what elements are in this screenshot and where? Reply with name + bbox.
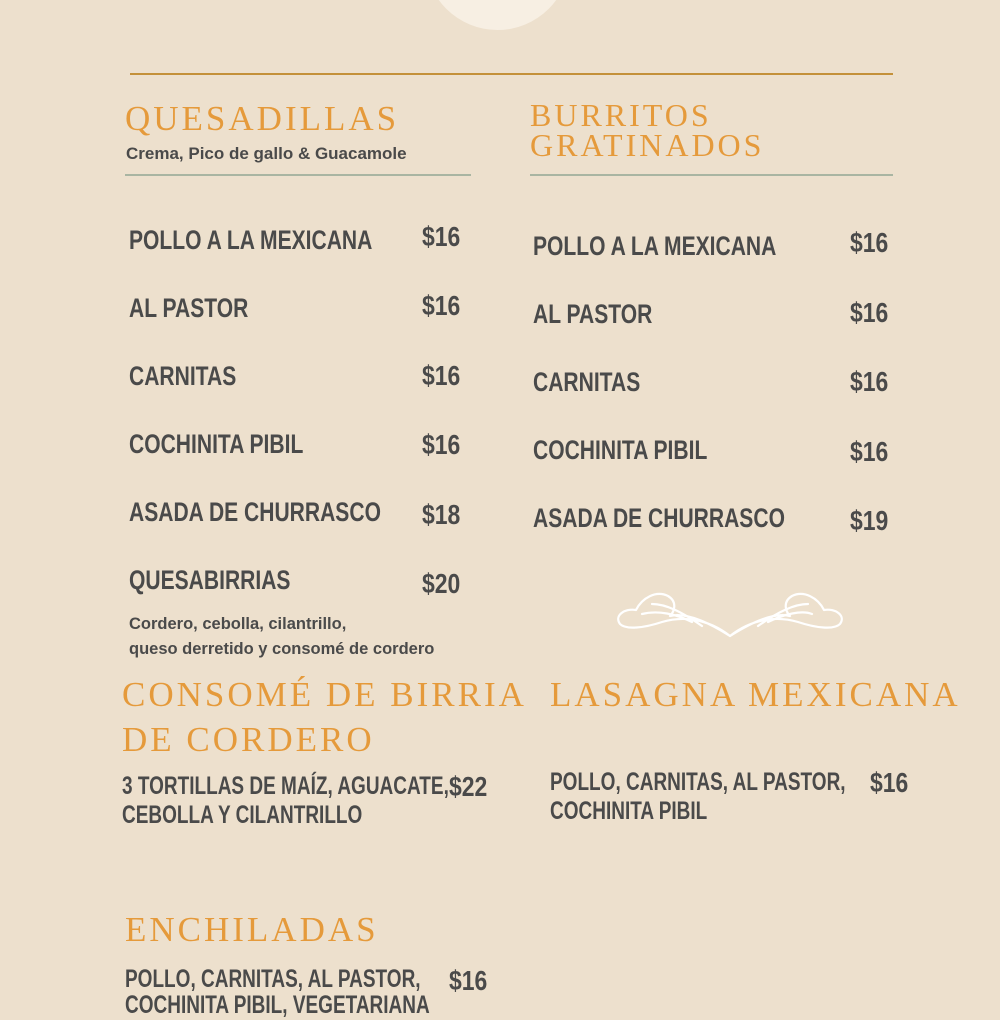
wings-ornament-icon: [612, 588, 848, 650]
item-name: POLLO A LA MEXICANA: [533, 231, 777, 261]
item-price: $16: [850, 366, 889, 397]
item-price: $16: [850, 227, 889, 258]
burritos-title-line: GRATINADOS: [530, 127, 765, 163]
logo-badge: [425, 0, 570, 30]
item-name: CARNITAS: [533, 367, 641, 397]
lasagna-title: LASAGNA MEXICANA: [550, 675, 961, 714]
item-name: POLLO A LA MEXICANA: [129, 225, 373, 255]
lasagna-price: $16: [870, 767, 909, 798]
item-name: ASADA DE CHURRASCO: [533, 503, 785, 533]
item-name: QUESABIRRIAS: [129, 565, 291, 595]
consome-title-line: CONSOMÉ DE BIRRIA: [122, 675, 527, 714]
enchiladas-price: $16: [449, 965, 488, 996]
item-price: $18: [422, 499, 461, 530]
item-name: ASADA DE CHURRASCO: [129, 497, 381, 527]
quesadillas-divider: [125, 174, 471, 176]
enchiladas-description-line: POLLO, CARNITAS, AL PASTOR,: [125, 965, 421, 993]
item-price: $16: [422, 290, 461, 321]
top-divider: [130, 73, 893, 75]
item-price: $16: [850, 436, 889, 467]
quesadillas-title: QUESADILLAS: [125, 99, 400, 138]
item-price: $16: [422, 429, 461, 460]
quesabirrias-description-line: queso derretido y consomé de cordero: [129, 640, 435, 658]
item-price: $16: [422, 221, 461, 252]
item-price: $16: [422, 360, 461, 391]
item-name: COCHINITA PIBIL: [533, 435, 708, 465]
item-price: $16: [850, 297, 889, 328]
item-name: COCHINITA PIBIL: [129, 429, 304, 459]
item-price: $20: [422, 568, 461, 599]
burritos-title-line: BURRITOS: [530, 97, 712, 133]
item-name: AL PASTOR: [129, 293, 249, 323]
consome-price: $22: [449, 771, 488, 802]
item-name: AL PASTOR: [533, 299, 653, 329]
enchiladas-description-line: COCHINITA PIBIL, VEGETARIANA: [125, 991, 430, 1019]
enchiladas-title: ENCHILADAS: [125, 910, 379, 949]
quesadillas-subtitle: Crema, Pico de gallo & Guacamole: [126, 144, 407, 163]
consome-description-line: CEBOLLA Y CILANTRILLO: [122, 801, 363, 829]
item-name: CARNITAS: [129, 361, 237, 391]
lasagna-description-line: COCHINITA PIBIL: [550, 797, 708, 825]
burritos-divider: [530, 174, 893, 176]
item-price: $19: [850, 505, 889, 536]
consome-description-line: 3 TORTILLAS DE MAÍZ, AGUACATE,: [122, 772, 449, 800]
consome-title-line: DE CORDERO: [122, 720, 375, 759]
quesabirrias-description-line: Cordero, cebolla, cilantrillo,: [129, 615, 347, 633]
lasagna-description-line: POLLO, CARNITAS, AL PASTOR,: [550, 768, 846, 796]
